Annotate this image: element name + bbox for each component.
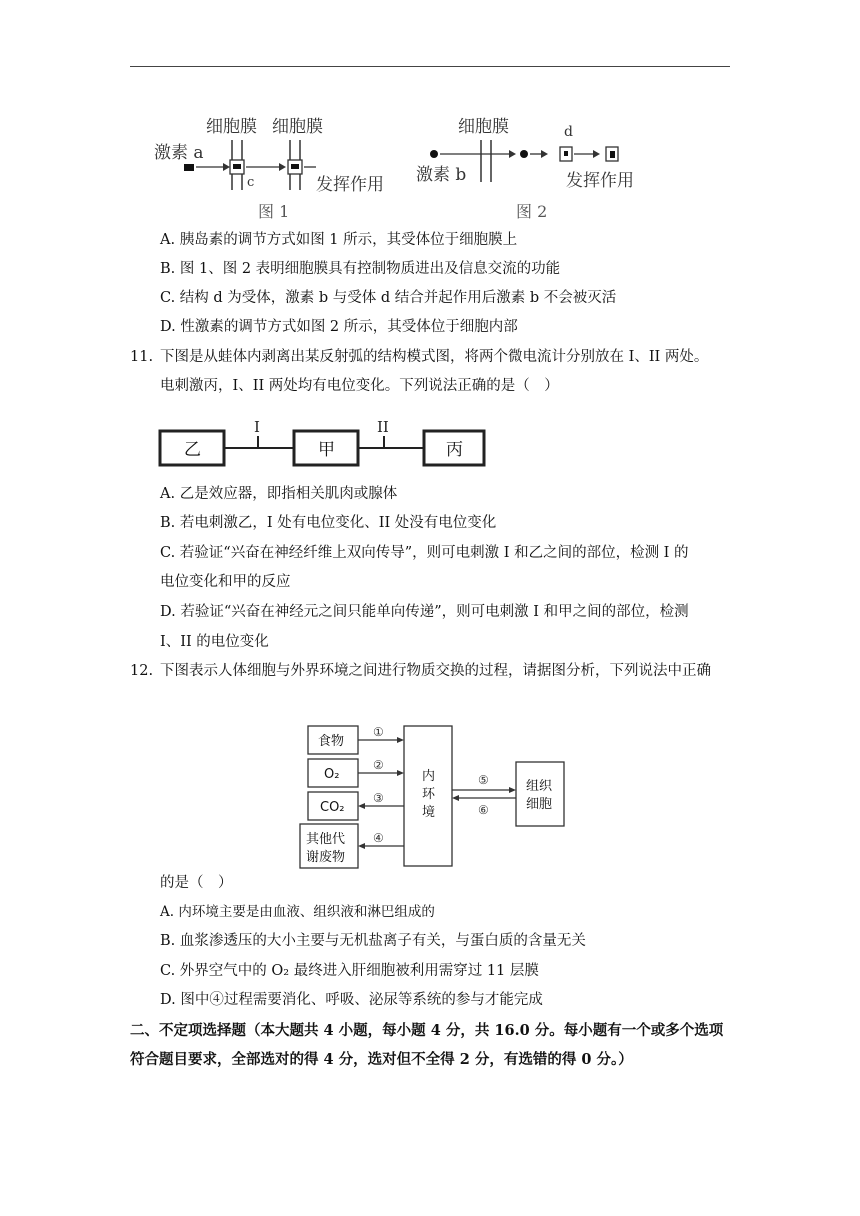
q10-option-b: B. 图 1、图 2 表明细胞膜具有控制物质进出及信息交流的功能	[160, 261, 561, 277]
label-n3: ③	[373, 791, 384, 805]
fig1-membrane-label-1: 细胞膜	[206, 117, 257, 137]
mark-i: I	[254, 418, 260, 436]
box-jia-label: 甲	[318, 440, 335, 460]
fig2-hormone-label: 激素 b	[416, 165, 467, 185]
q11-option-a: A. 乙是效应器，即指相关肌肉或腺体	[160, 486, 398, 502]
section2-heading-line1: 二、不定项选择题（本大题共 4 小题，每小题 4 分，共 16.0 分。每小题有一个或多个选项	[130, 1022, 724, 1039]
label-n5: ⑤	[478, 773, 489, 787]
o2-label: O₂	[324, 767, 340, 782]
q12-number: 12.	[130, 663, 154, 679]
hormone-receptor-figure	[150, 110, 660, 225]
box-yi-label: 乙	[184, 440, 201, 460]
tissue-label-1: 组织	[526, 779, 553, 794]
q12-option-c: C. 外界空气中的 O₂ 最终进入肝细胞被利用需穿过 11 层膜	[160, 963, 539, 979]
inner-label-3: 境	[422, 805, 436, 820]
q10-option-d: D. 性激素的调节方式如图 2 所示，其受体位于细胞内部	[160, 319, 518, 335]
label-n4: ④	[373, 831, 384, 845]
internal-environment-diagram	[296, 716, 586, 872]
co2-label: CO₂	[320, 800, 345, 815]
fig1-membrane-label-2: 细胞膜	[272, 117, 323, 137]
fig1-caption: 图 1	[258, 202, 290, 221]
hormone-b-dot	[430, 150, 438, 158]
food-label: 食物	[318, 734, 345, 749]
q10-option-a: A. 胰岛素的调节方式如图 1 所示，其受体位于细胞膜上	[160, 232, 518, 248]
waste-label-2: 谢废物	[306, 850, 346, 865]
header-rule	[130, 66, 730, 67]
inner-label-1: 内	[422, 769, 436, 784]
q12-stem-line1: 下图表示人体细胞与外界环境之间进行物质交换的过程，请据图分析，下列说法中正确	[160, 663, 711, 679]
q11-option-d-cont: I、II 的电位变化	[160, 634, 269, 650]
label-n1: ①	[373, 725, 384, 739]
label-n6: ⑥	[478, 803, 489, 817]
fig1-effect-label: 发挥作用	[316, 175, 384, 195]
q11-stem-line2: 电刺激丙，I、II 两处均有电位变化。下列说法正确的是（ ）	[160, 378, 559, 394]
fig1-hormone-label: 激素 a	[154, 143, 204, 163]
fig2-membrane-label: 细胞膜	[458, 117, 509, 137]
mark-ii: II	[377, 418, 389, 436]
fig1-c-label: c	[247, 175, 255, 190]
section2-heading-line2: 符合题目要求，全部选对的得 4 分，选对但不全得 2 分，有选错的得 0 分。）	[130, 1051, 633, 1068]
fig2-d-label: d	[564, 124, 573, 140]
inner-label-2: 环	[422, 787, 436, 802]
q10-option-c: C. 结构 d 为受体，激素 b 与受体 d 结合并起作用后激素 b 不会被灭活	[160, 290, 617, 306]
q11-option-b: B. 若电刺激乙，I 处有电位变化、II 处没有电位变化	[160, 515, 497, 531]
q11-number: 11.	[130, 349, 154, 365]
hormone-a-block	[184, 164, 194, 171]
q11-option-d: D. 若验证“兴奋在神经元之间只能单向传递”，则可电刺激 I 和甲之间的部位，检测	[160, 604, 689, 620]
q12-stem-line2: 的是（ ）	[160, 875, 233, 891]
q12-option-b: B. 血浆渗透压的大小主要与无机盐离子有关，与蛋白质的含量无关	[160, 933, 586, 949]
label-n2: ②	[373, 758, 384, 772]
waste-label-1: 其他代	[306, 832, 346, 847]
fig2-effect-label: 发挥作用	[566, 171, 634, 191]
q12-option-d: D. 图中④过程需要消化、呼吸、泌尿等系统的参与才能完成	[160, 992, 543, 1008]
tissue-label-2: 细胞	[526, 797, 553, 812]
reflex-arc-diagram	[158, 416, 488, 472]
q11-option-c: C. 若验证“兴奋在神经纤维上双向传导”，则可电刺激 I 和乙之间的部位，检测 I 的	[160, 545, 689, 561]
tissue-cell-box	[516, 762, 564, 826]
q12-option-a: A. 内环境主要是由血液、组织液和淋巴组成的	[160, 904, 435, 920]
fig2-caption: 图 2	[516, 202, 548, 221]
q11-stem-line1: 下图是从蛙体内剥离出某反射弧的结构模式图，将两个微电流计分别放在 I、II 两处。	[160, 349, 709, 365]
box-bing-label: 丙	[446, 440, 463, 460]
q11-option-c-cont: 电位变化和甲的反应	[160, 574, 291, 590]
